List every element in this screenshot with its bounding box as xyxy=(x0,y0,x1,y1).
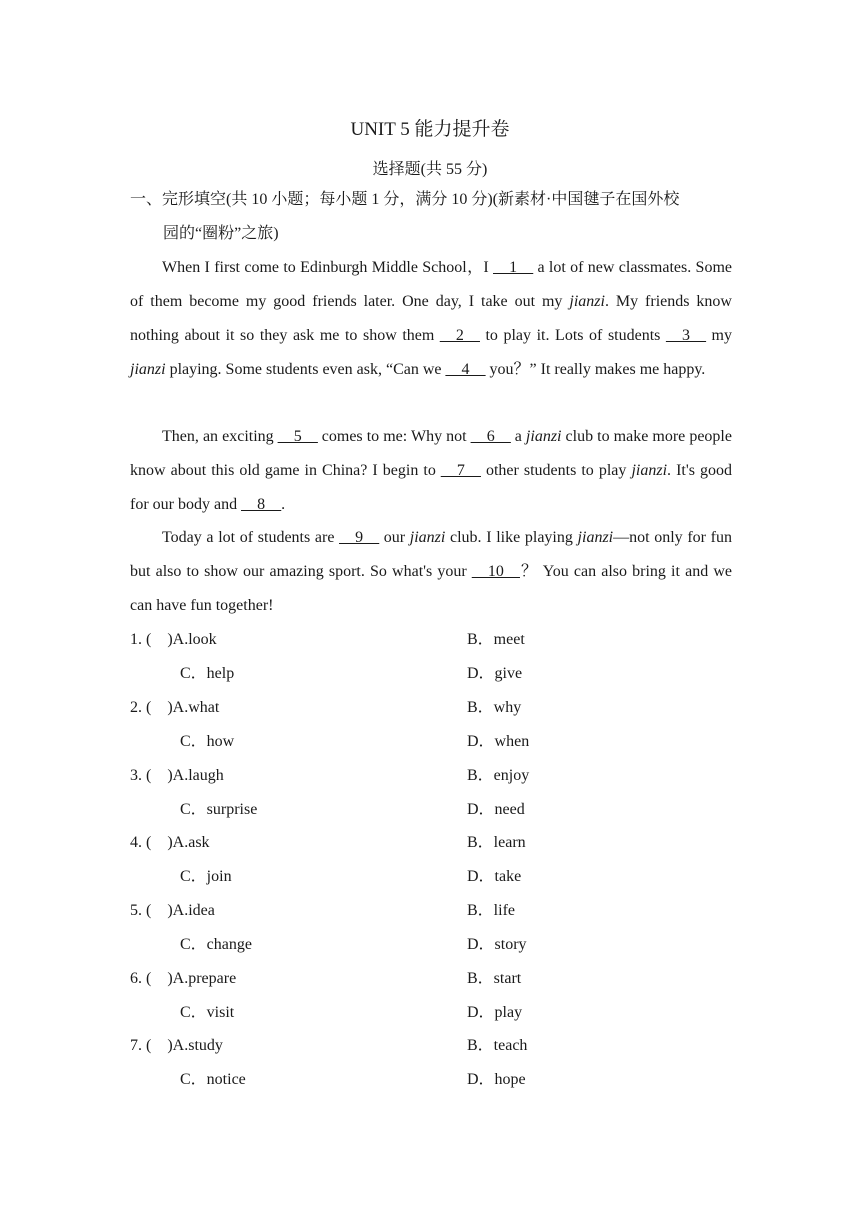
option-d: D．give xyxy=(467,665,523,682)
option-c: C．join xyxy=(180,868,232,885)
text-run: When I first come to Edinburgh Middle School，I xyxy=(162,259,494,276)
option-c: C．how xyxy=(180,733,235,750)
italic-term: jianzi xyxy=(130,361,166,378)
option-a: A.idea xyxy=(172,902,215,919)
option-d: D．need xyxy=(467,801,525,818)
question-2 xyxy=(130,691,219,725)
question-5 xyxy=(130,894,215,928)
passage-paragraph-1 xyxy=(130,251,732,387)
blank-9: __9__ xyxy=(339,529,380,546)
question-number: 1. ( ) xyxy=(130,631,173,648)
text-run: comes to me: Why not xyxy=(317,428,471,445)
option-d: D．play xyxy=(467,1004,523,1021)
italic-term: jianzi xyxy=(525,428,562,445)
blank-6: __6__ xyxy=(470,428,511,445)
option-b: B．start xyxy=(467,970,522,987)
question-4 xyxy=(130,826,210,860)
option-b: B．life xyxy=(467,902,515,919)
text-run: . xyxy=(281,496,286,513)
question-number: 5. ( ) xyxy=(130,902,173,919)
option-d: D．take xyxy=(467,868,522,885)
text-run: . My friends know nothing about it so they ask me to show them xyxy=(130,293,732,344)
question-number: 4. ( ) xyxy=(130,834,173,851)
option-c: C．change xyxy=(180,936,252,953)
blank-2: __2__ xyxy=(439,327,480,344)
option-a: A.ask xyxy=(172,834,210,851)
option-d: D．when xyxy=(467,733,530,750)
question-number: 2. ( ) xyxy=(130,699,173,716)
italic-term: jianzi xyxy=(569,293,605,310)
section-heading-line2: 园的“圈粉”之旅) xyxy=(163,225,279,242)
question-7 xyxy=(130,1029,223,1063)
question-3 xyxy=(130,759,224,793)
text-run: our xyxy=(379,529,410,546)
text-run: other students to play xyxy=(480,462,632,479)
option-a: A.what xyxy=(172,699,220,716)
text-run: . It's good for our body and xyxy=(130,462,732,513)
blank-3: __3__ xyxy=(665,327,706,344)
blank-1: __1__ xyxy=(493,259,534,276)
passage-paragraph-2 xyxy=(130,420,732,522)
option-b: B．teach xyxy=(467,1037,528,1054)
question-number: 3. ( ) xyxy=(130,767,173,784)
text-run: you？” It really makes me happy. xyxy=(485,361,706,378)
option-c: C．help xyxy=(180,665,235,682)
question-number: 7. ( ) xyxy=(130,1037,173,1054)
italic-term: jianzi xyxy=(631,462,668,479)
blank-10: __10__ xyxy=(471,563,520,580)
passage-paragraph-3 xyxy=(130,521,732,623)
italic-term: jianzi xyxy=(409,529,446,546)
text-run: my xyxy=(705,327,732,344)
option-c: C．notice xyxy=(180,1071,246,1088)
text-run: Then, an exciting xyxy=(162,428,278,445)
option-b: B．learn xyxy=(467,834,526,851)
option-c: C．visit xyxy=(180,1004,235,1021)
text-run: —not only for fun but also to show our amazing sport. So what's your xyxy=(130,529,732,580)
option-d: D．story xyxy=(467,936,527,953)
question-number: 6. ( ) xyxy=(130,970,173,987)
option-d: D．hope xyxy=(467,1071,526,1088)
question-6 xyxy=(130,962,236,996)
option-a: A.prepare xyxy=(172,970,237,987)
italic-term: jianzi xyxy=(577,529,614,546)
option-a: A.study xyxy=(172,1037,223,1054)
question-1 xyxy=(130,623,217,657)
blank-4: __4__ xyxy=(445,361,486,378)
text-run: club. I like playing xyxy=(445,529,578,546)
text-run: club to make more people know about this old game in China? I begin to xyxy=(130,428,732,479)
option-b: B．meet xyxy=(467,631,525,648)
text-run: a xyxy=(510,428,526,445)
page-title: UNIT 5 能力提升卷 xyxy=(350,119,510,140)
option-a: A.look xyxy=(172,631,217,648)
blank-7: __7__ xyxy=(440,462,481,479)
blank-5: __5__ xyxy=(277,428,318,445)
text-run: to play it. Lots of students xyxy=(479,327,666,344)
option-a: A.laugh xyxy=(172,767,224,784)
section-heading-line1: 一、完形填空(共 10 小题；每小题 1 分，满分 10 分)(新素材·中国毽子在国外校 xyxy=(130,191,680,208)
text-run: ？ You can also bring it and we can have fun together! xyxy=(130,563,733,614)
text-run: a lot of new classmates. Some of them become my good friends later. One day, I take out my xyxy=(130,259,732,310)
option-c: C．surprise xyxy=(180,801,258,818)
option-b: B．why xyxy=(467,699,522,716)
option-b: B．enjoy xyxy=(467,767,530,784)
blank-8: __8__ xyxy=(241,496,282,513)
section-subtitle: 选择题(共 55 分) xyxy=(372,161,488,178)
text-run: Today a lot of students are xyxy=(162,529,340,546)
text-run: playing. Some students even ask, “Can we xyxy=(165,361,446,378)
